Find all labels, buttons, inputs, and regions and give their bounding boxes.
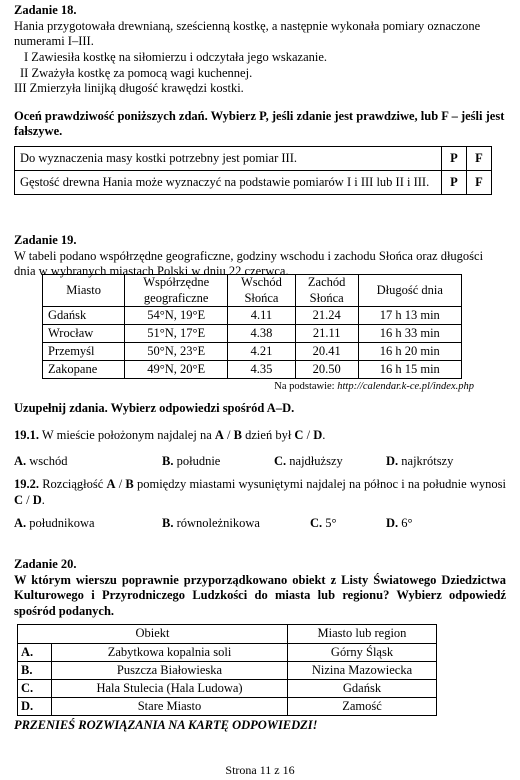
statement-2-p-option[interactable]: P: [442, 171, 467, 195]
cell-day-length: 17 h 13 min: [358, 307, 461, 325]
cell-coords: 51°N, 17°E: [125, 325, 228, 343]
source-note: [14, 380, 474, 393]
cell-day-length: 16 h 15 min: [358, 361, 461, 379]
statement-1-p-option[interactable]: P: [442, 147, 467, 171]
option-c[interactable]: C. najdłuższy: [274, 454, 343, 468]
table-row: [43, 343, 462, 361]
header-coords: Współrzędne geograficzne: [125, 275, 228, 307]
task-18-instruction: Oceń prawdziwość poniższych zdań. Wybierz P, jeśli zdanie jest prawdziwe, lub F – jeśli jest fałszywe.: [14, 108, 505, 139]
statement-1: Do wyznaczenia masy kostki potrzebny jest pomiar III.: [15, 147, 442, 171]
cell-object: Stare Miasto: [52, 698, 288, 716]
table-header-row: [18, 625, 437, 644]
table-header-row: [43, 275, 462, 307]
header-city: Miasto: [43, 275, 125, 307]
cell-sunrise: 4.21: [228, 343, 296, 361]
task-18-step-3: III Zmierzyła linijką długość krawędzi kostki.: [14, 81, 244, 96]
question-19-2: 19.2. Rozciągłość A / B pomiędzy miastami wysuniętymi najdalej na północ i na południe wynosi C / D.: [14, 477, 506, 507]
cell-day-length: 16 h 33 min: [358, 325, 461, 343]
table-row: [43, 325, 462, 343]
statement-2: Gęstość drewna Hania może wyznaczyć na podstawie pomiarów I i III lub II i III.: [15, 171, 442, 195]
cell-place: Zamość: [288, 698, 437, 716]
cell-city: Wrocław: [43, 325, 125, 343]
task-19-title: Zadanie 19.: [14, 233, 77, 247]
table-row: [43, 361, 462, 379]
task-18-intro: Hania przygotowała drewnianą, sześcienną kostkę, a następnie wykonała pomiary oznaczone numerami I–III.: [14, 18, 481, 49]
cell-object: Zabytkowa kopalnia soli: [52, 644, 288, 662]
cell-city: Gdańsk: [43, 307, 125, 325]
table-row: [15, 147, 492, 171]
header-place: Miasto lub region: [288, 625, 437, 644]
task-20-question: W którym wierszu poprawnie przyporządkowano obiekt z Listy Światowego Dziedzictwa Kulturowego i Przyrodniczego Ludzkości do miasta lub regionu? Wybierz odpowiedź spośród podanych.: [14, 572, 506, 618]
task-18-table: [14, 146, 492, 195]
cell-place: Górny Śląsk: [288, 644, 437, 662]
option-b[interactable]: B. równoleżnikowa: [162, 516, 260, 530]
statement-2-f-option[interactable]: F: [467, 171, 492, 195]
cell-city: Zakopane: [43, 361, 125, 379]
row-letter: A.: [18, 644, 52, 662]
header-sunset: Zachód Słońca: [295, 275, 358, 307]
task-19-intro: W tabeli podano współrzędne geograficzne, godziny wschodu i zachodu Słońca oraz długości dnia w wybranych miastach Polski w dniu 22 czerwca.: [14, 248, 484, 279]
question-19-1-options: [14, 454, 506, 470]
cell-place: Nizina Mazowiecka: [288, 662, 437, 680]
table-row[interactable]: [18, 698, 437, 716]
option-d[interactable]: D. 6°: [386, 516, 413, 530]
task-18-step-1: I Zawiesiła kostkę na siłomierzu i odczytała jego wskazanie.: [24, 49, 328, 64]
header-sunrise: Wschód Słońca: [228, 275, 296, 307]
cell-sunset: 21.24: [295, 307, 358, 325]
option-a[interactable]: A. wschód: [14, 454, 68, 468]
table-row[interactable]: [18, 662, 437, 680]
cell-place: Gdańsk: [288, 680, 437, 698]
question-19-2-options: [14, 516, 506, 532]
source-url: http://calendar.k-ce.pl/index.php: [337, 381, 474, 392]
cell-object: Hala Stulecia (Hala Ludowa): [52, 680, 288, 698]
cell-object: Puszcza Białowieska: [52, 662, 288, 680]
cell-sunrise: 4.11: [228, 307, 296, 325]
option-b[interactable]: B. południe: [162, 454, 221, 468]
page-number: Strona 11 z 16: [225, 763, 295, 777]
task-20-table: [17, 624, 437, 716]
table-row: [43, 307, 462, 325]
cell-sunrise: 4.38: [228, 325, 296, 343]
option-d[interactable]: D. najkrótszy: [386, 454, 454, 468]
task-19-header: [14, 233, 506, 280]
table-row[interactable]: [18, 644, 437, 662]
cell-sunrise: 4.35: [228, 361, 296, 379]
row-letter: D.: [18, 698, 52, 716]
table-row: [15, 171, 492, 195]
header-day-length: Długość dnia: [358, 275, 461, 307]
cell-city: Przemyśl: [43, 343, 125, 361]
option-a[interactable]: A. południkowa: [14, 516, 95, 530]
task-19-city-table: [42, 274, 462, 379]
option-c[interactable]: C. 5°: [310, 516, 337, 530]
cell-sunset: 20.41: [295, 343, 358, 361]
cell-sunset: 21.11: [295, 325, 358, 343]
question-19-1: 19.1. W mieście położonym najdalej na A / B dzień był C / D.: [14, 428, 326, 442]
task-20-header: [14, 557, 506, 620]
cell-day-length: 16 h 20 min: [358, 343, 461, 361]
source-prefix: Na podstawie:: [274, 381, 335, 392]
cell-sunset: 20.50: [295, 361, 358, 379]
cell-coords: 50°N, 23°E: [125, 343, 228, 361]
transfer-notice: PRZENIEŚ ROZWIĄZANIA NA KARTĘ ODPOWIEDZI!: [14, 718, 318, 732]
task-19-instruction: Uzupełnij zdania. Wybierz odpowiedzi spośród A–D.: [14, 401, 295, 415]
statement-1-f-option[interactable]: F: [467, 147, 492, 171]
task-20-title: Zadanie 20.: [14, 557, 77, 571]
task-18-step-2: II Zważyła kostkę za pomocą wagi kuchennej.: [20, 65, 253, 80]
task-18: [14, 3, 506, 140]
table-row[interactable]: [18, 680, 437, 698]
task-18-title: Zadanie 18.: [14, 3, 77, 17]
cell-coords: 49°N, 20°E: [125, 361, 228, 379]
row-letter: B.: [18, 662, 52, 680]
cell-coords: 54°N, 19°E: [125, 307, 228, 325]
header-object: Obiekt: [18, 625, 288, 644]
row-letter: C.: [18, 680, 52, 698]
